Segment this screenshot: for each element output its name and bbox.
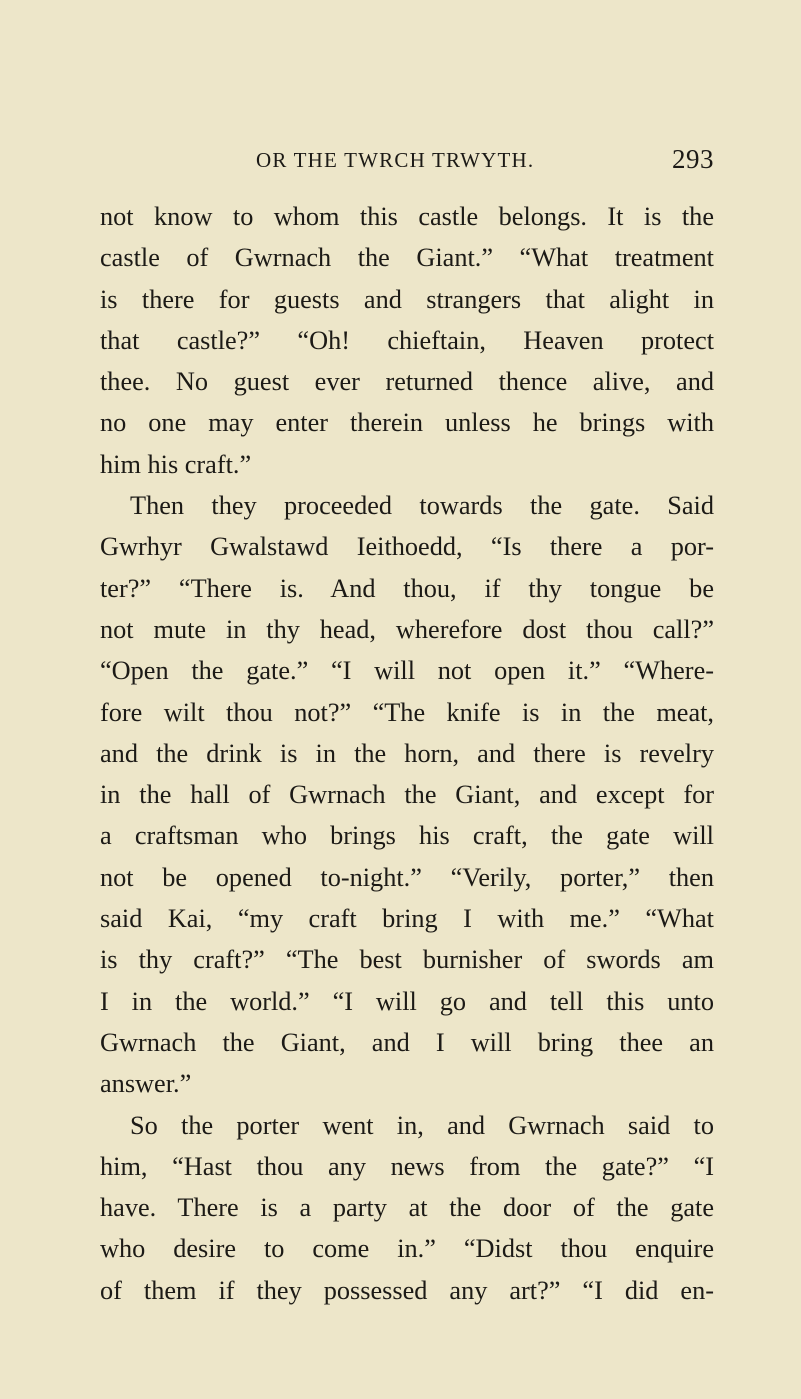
- running-head: [100, 144, 714, 178]
- text-line: castle of Gwrnach the Giant.” “What treatment: [100, 243, 714, 273]
- text-line: have. There is a party at the door of the gate: [100, 1193, 714, 1223]
- text-line: Gwrhyr Gwalstawd Ieithoedd, “Is there a por-: [100, 532, 714, 562]
- text-line: “Open the gate.” “I will not open it.” “Where-: [100, 656, 714, 686]
- text-line: him, “Hast thou any news from the gate?” “I: [100, 1151, 714, 1181]
- text-line: I in the world.” “I will go and tell this unto: [100, 986, 714, 1016]
- text-line: him his craft.”: [100, 449, 252, 479]
- text-line: that castle?” “Oh! chieftain, Heaven protect: [100, 325, 714, 355]
- text-line: not mute in thy head, wherefore dost thou call?”: [100, 614, 714, 644]
- text-line: ter?” “There is. And thou, if thy tongue be: [100, 573, 714, 603]
- text-line: answer.”: [100, 1069, 192, 1099]
- text-line: said Kai, “my craft bring I with me.” “What: [100, 904, 714, 934]
- text-line: thee. No guest ever returned thence alive, and: [100, 367, 714, 397]
- text-line: not know to whom this castle belongs. It is the: [100, 202, 714, 231]
- text-line: who desire to come in.” “Didst thou enquire: [100, 1234, 714, 1264]
- text-line: So the porter went in, and Gwrnach said to: [130, 1110, 714, 1140]
- page-number: 293: [672, 144, 714, 174]
- text-line: is there for guests and strangers that alight in: [100, 284, 714, 314]
- text-line: is thy craft?” “The best burnisher of swords am: [100, 945, 714, 975]
- text-line: no one may enter therein unless he brings with: [100, 408, 714, 438]
- text-line: not be opened to-night.” “Verily, porter,” then: [100, 862, 714, 892]
- text-line: and the drink is in the horn, and there is revelry: [100, 738, 714, 768]
- text-line: Then they proceeded towards the gate. Said: [130, 491, 714, 521]
- text-line: in the hall of Gwrnach the Giant, and except for: [100, 780, 714, 810]
- running-title: OR THE TWRCH TRWYTH.: [256, 148, 535, 172]
- text-line: Gwrnach the Giant, and I will bring thee an: [100, 1027, 714, 1057]
- text-line: of them if they possessed any art?” “I did en-: [100, 1275, 714, 1305]
- body-text: [100, 196, 714, 1311]
- text-line: a craftsman who brings his craft, the gate will: [100, 821, 714, 851]
- text-line: fore wilt thou not?” “The knife is in the meat,: [100, 697, 714, 727]
